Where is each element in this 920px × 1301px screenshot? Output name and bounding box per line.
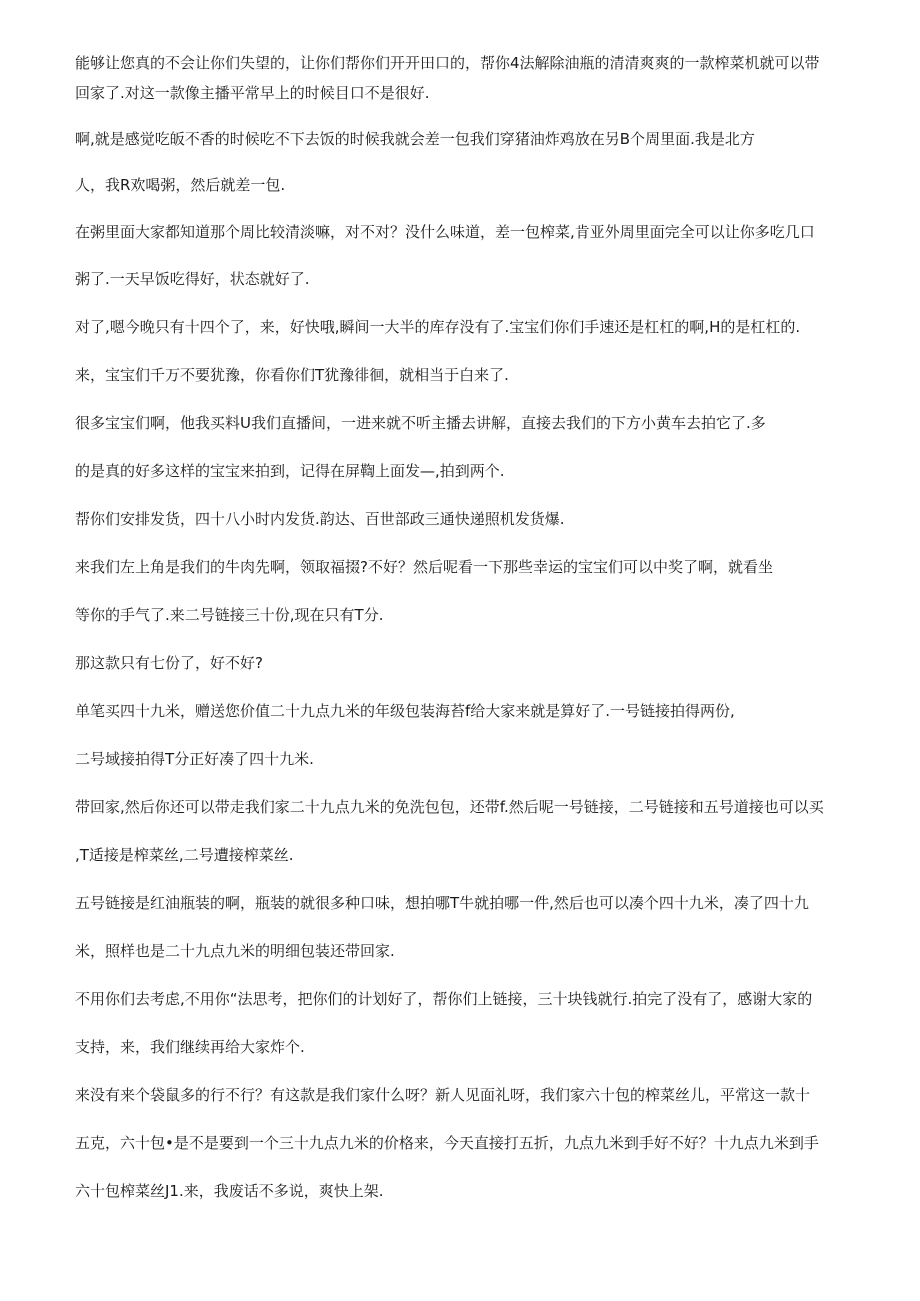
text-line-7: 对了,嗯今晚只有十四个了，来，好快哦,瞬间一大半的库存没有了.宝宝们你们手速还是杠杠的啊,H的是杠杠的.: [75, 318, 801, 336]
text-line-4: 人，我R欢喝粥，然后就差一包.: [75, 176, 286, 194]
text-line-6: 粥了.一天早饭吃得好，状态就好了.: [75, 270, 310, 288]
text-line-9: 很多宝宝们啊，他我买料U我们直播间，一进来就不听主播去讲解，直接去我们的下方小黄车去拍它了.多: [75, 414, 766, 432]
text-line-22: 支持，来，我们继续再给大家炸个.: [75, 1038, 305, 1056]
text-line-24: 五克，六十包•是不是要到一个三十九点九米的价格来，今天直接打五折，九点九米到手好不好？十九点九米到手: [75, 1134, 819, 1152]
text-line-5: 在粥里面大家都知道那个周比较清淡嘛，对不对？没什么味道，差一包榨菜,肯亚外周里面完全可以让你多吃几口: [75, 223, 815, 241]
text-line-1: 能够让您真的不会让你们失望的，让你们帮你们开开田口的，帮你4法解除油瓶的清清爽爽的一款榨菜机就可以带: [75, 54, 820, 72]
text-line-16: 二号域接拍得T分正好凑了四十九米.: [75, 750, 314, 768]
text-line-18: ,T适接是榨菜丝,二号遭接榨菜丝.: [75, 846, 294, 864]
text-line-13: 等你的手气了.来二号链接三十份,现在只有T分.: [75, 606, 384, 624]
text-line-10: 的是真的好多这样的宝宝来拍到，记得在屏鞫上面发—,拍到两个.: [75, 462, 505, 480]
text-line-20: 米，照样也是二十九点九米的明细包装还带回家.: [75, 942, 395, 960]
text-line-8: 来，宝宝们千万不要犹豫，你看你们T犹豫徘徊，就相当于白来了.: [75, 366, 509, 384]
text-line-14: 那这款只有七份了，好不好?: [75, 654, 263, 672]
text-line-19: 五号链接是红油瓶装的啊，瓶装的就很多种口味，想拍哪T牛就拍哪一件,然后也可以凑个四十九米，凑了四十九: [75, 894, 809, 912]
text-line-17: 带回家,然后你还可以带走我们家二十九点九米的免洗包包，还带f.然后呢一号链接，二号链接和五号道接也可以买: [75, 798, 824, 816]
text-line-2: 回家了.对这一款像主播平常早上的时候目口不是很好.: [75, 84, 430, 102]
text-line-23: 来没有来个袋鼠多的行不行？有这款是我们家什么呀？新人见面礼呀，我们家六十包的榨菜丝儿，平常这一款十: [75, 1086, 811, 1104]
text-line-21: 不用你们去考虑,不用你“法思考，把你们的计划好了，帮你们上链接，三十块钱就行.拍完了没有了，感谢大家的: [75, 990, 813, 1008]
text-line-3: 啊,就是感觉吃皈不香的时候吃不下去饭的时候我就会差一包我们穿猪油炸鸡放在另B个周里面.我是北方: [75, 130, 755, 148]
text-line-15: 单笔买四十九米，赠送您价值二十九点九米的年级包装海苔f给大家来就是算好了.一号链接拍得两份,: [75, 702, 735, 720]
text-line-25: 六十包榨菜丝J1.来，我废话不多说，爽快上架.: [75, 1182, 384, 1200]
text-line-12: 来我们左上角是我们的牛肉先啊，领取福掇?不好？然后呢看一下那些幸运的宝宝们可以中奖了啊，就看坐: [75, 558, 773, 576]
text-line-11: 帮你们安排发货，四十八小时内发货.韵达、百世部政三通快递照机发货爆.: [75, 510, 565, 528]
